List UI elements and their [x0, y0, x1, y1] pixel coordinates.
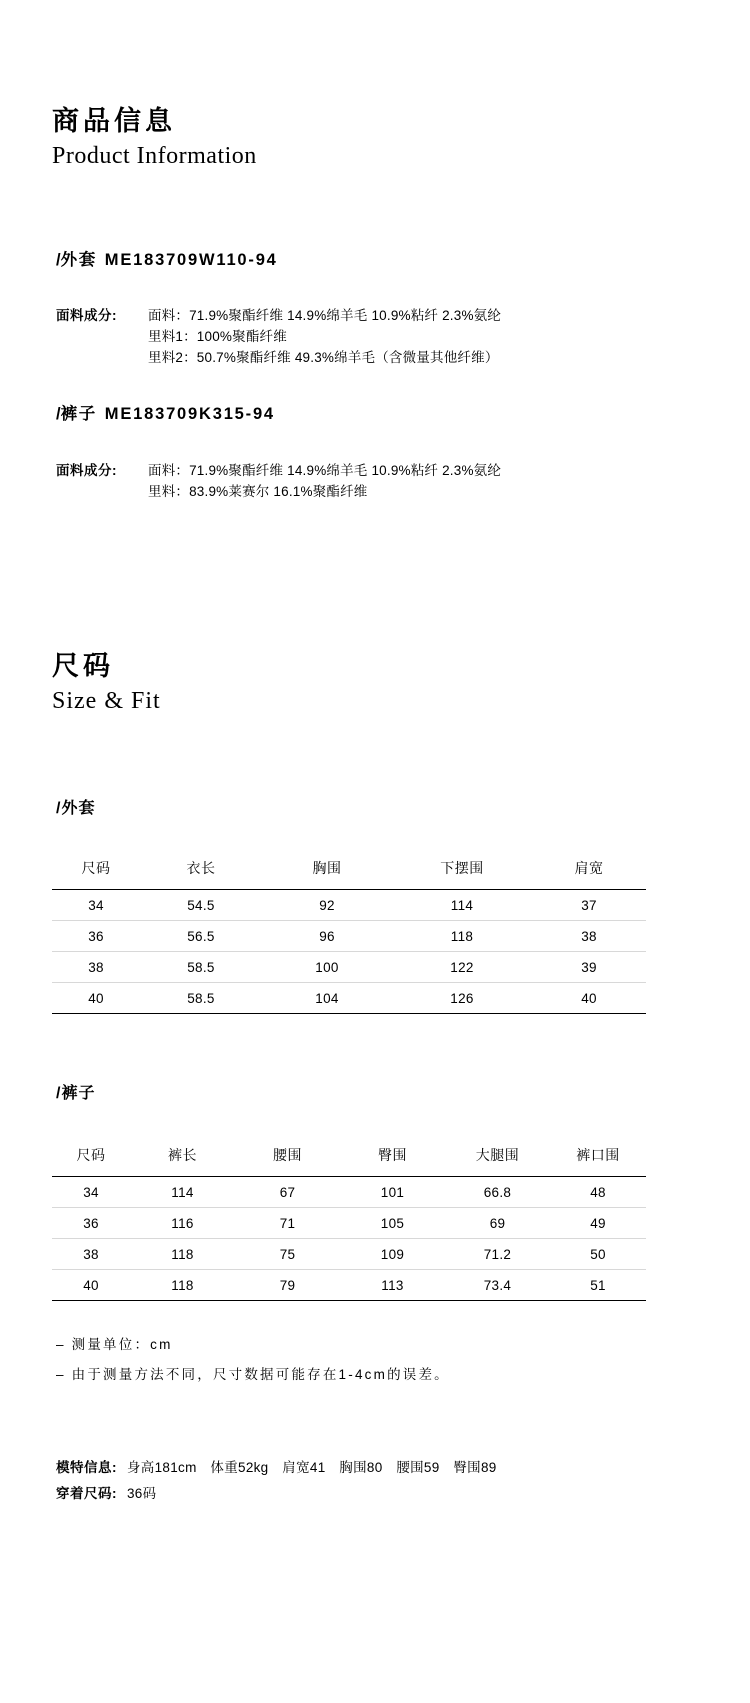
jacket-col-0: 尺码 [81, 860, 111, 876]
product-item-jacket-code: ME183709W110-94 [104, 251, 278, 269]
product-item-jacket-title [56, 246, 750, 270]
pants-spec-line-1: 面料：71.9%聚酯纤维 14.9%绵羊毛 10.9%粘纤 2.3%氨纶 [148, 463, 502, 478]
jacket-r1-c3: 118 [450, 929, 474, 944]
product-item-pants-code: ME183709K315-94 [104, 405, 275, 423]
product-information-heading-cn: 商品信息 [52, 106, 176, 136]
jacket-spec-line-1: 面料：71.9%聚酯纤维 14.9%绵羊毛 10.9%粘纤 2.3%氨纶 [148, 308, 502, 323]
pants-r0-c0: 34 [83, 1185, 99, 1200]
jacket-r0-c1: 54.5 [187, 898, 215, 913]
jacket-col-2: 胸围 [312, 860, 342, 876]
model-size-label: 穿着尺码: [56, 1486, 117, 1501]
jacket-r0-c4: 37 [581, 898, 597, 913]
pants-r3-c2: 79 [279, 1278, 296, 1293]
jacket-r1-c2: 96 [319, 929, 335, 944]
pants-r3-c3: 113 [381, 1278, 404, 1293]
jacket-spec-line-3: 里料2：50.7%聚酯纤维 49.3%绵羊毛（含微量其他纤维） [148, 350, 499, 365]
jacket-r3-c3: 126 [450, 991, 474, 1006]
jacket-r1-c0: 36 [88, 929, 104, 944]
jacket-size-block [0, 795, 750, 818]
jacket-r3-c0: 40 [88, 991, 104, 1006]
jacket-size-table [52, 858, 646, 1014]
jacket-r1-c4: 38 [581, 929, 597, 944]
jacket-r0-c0: 34 [88, 898, 104, 913]
table-row [52, 1239, 646, 1270]
pants-col-0: 尺码 [76, 1147, 106, 1163]
jacket-col-3: 下摆围 [440, 860, 484, 876]
pants-r2-c3: 109 [380, 1247, 405, 1262]
jacket-spec-line-2: 里料1：100%聚酯纤维 [148, 329, 287, 344]
measurement-note-unit: – 测量单位：cm [56, 1337, 173, 1352]
product-item-jacket-spec [0, 305, 750, 368]
jacket-size-title: /外套 [56, 800, 96, 817]
model-info-row [56, 1455, 750, 1481]
pants-r0-c1: 114 [171, 1185, 194, 1200]
pants-r3-c0: 40 [83, 1278, 99, 1293]
jacket-col-4: 肩宽 [574, 860, 604, 876]
pants-r1-c3: 105 [380, 1216, 405, 1231]
model-size-value: 36码 [127, 1486, 157, 1501]
jacket-r2-c3: 122 [450, 960, 474, 975]
pants-r2-c4: 71.2 [483, 1247, 512, 1262]
jacket-spec-label: 面料成分: [56, 308, 117, 323]
pants-col-1: 裤长 [168, 1147, 197, 1163]
size-fit-heading-cn: 尺码 [52, 651, 114, 681]
jacket-r2-c0: 38 [88, 960, 104, 975]
pants-size-block [0, 1080, 750, 1103]
pants-r1-c1: 116 [171, 1216, 194, 1231]
jacket-r2-c4: 39 [581, 960, 597, 975]
pants-r0-c2: 67 [279, 1185, 296, 1200]
pants-r0-c4: 66.8 [483, 1185, 512, 1200]
pants-r1-c2: 71 [279, 1216, 296, 1231]
pants-r3-c1: 118 [171, 1278, 194, 1293]
jacket-r3-c2: 104 [315, 991, 339, 1006]
product-item-pants [0, 400, 750, 424]
table-row [52, 890, 646, 921]
product-item-jacket-slash: / [56, 251, 61, 269]
pants-col-5: 裤口围 [576, 1147, 620, 1163]
product-information-heading-en: Product Information [52, 142, 257, 169]
product-item-jacket-name: 外套 [60, 251, 97, 269]
pants-r2-c0: 38 [83, 1247, 99, 1262]
table-row [52, 983, 646, 1014]
measurement-notes [0, 1330, 750, 1390]
pants-r2-c5: 50 [590, 1247, 606, 1262]
table-header-row [52, 1145, 646, 1177]
pants-spec-label: 面料成分: [56, 463, 117, 478]
jacket-r2-c1: 58.5 [187, 960, 215, 975]
pants-r0-c5: 48 [590, 1185, 606, 1200]
size-fit-section [0, 650, 750, 715]
product-information-section [0, 105, 750, 170]
jacket-col-1: 衣长 [186, 860, 216, 876]
pants-r0-c3: 101 [380, 1185, 405, 1200]
table-row [52, 952, 646, 983]
pants-size-title: /裤子 [56, 1085, 96, 1102]
pants-r2-c2: 75 [279, 1247, 296, 1262]
product-item-pants-slash: / [56, 405, 61, 423]
model-size-row [56, 1481, 750, 1507]
pants-r2-c1: 118 [171, 1247, 194, 1262]
pants-r1-c5: 49 [590, 1216, 606, 1231]
jacket-r1-c1: 56.5 [187, 929, 215, 944]
pants-size-table-wrap [0, 1145, 750, 1301]
pants-r3-c4: 73.4 [483, 1278, 512, 1293]
pants-spec-line-2: 里料：83.9%莱赛尔 16.1%聚酯纤维 [148, 484, 368, 499]
jacket-size-table-wrap [0, 858, 750, 1014]
jacket-r0-c2: 92 [319, 898, 335, 913]
table-row [52, 1208, 646, 1239]
jacket-spec-lines [148, 305, 501, 368]
pants-col-3: 臀围 [378, 1147, 407, 1163]
model-info-label: 模特信息: [56, 1460, 117, 1475]
jacket-r3-c1: 58.5 [187, 991, 215, 1006]
product-item-pants-title [56, 400, 750, 424]
pants-col-4: 大腿围 [475, 1147, 520, 1163]
product-item-jacket [0, 246, 750, 270]
model-information [0, 1455, 750, 1507]
product-item-pants-spec [0, 460, 750, 502]
table-row [52, 1177, 646, 1208]
measurement-note-tolerance: – 由于测量方法不同，尺寸数据可能存在1-4cm的误差。 [56, 1367, 450, 1382]
pants-r1-c4: 69 [489, 1216, 506, 1231]
table-row [52, 921, 646, 952]
table-header-row [52, 858, 646, 890]
jacket-r2-c2: 100 [315, 960, 339, 975]
product-item-pants-name: 裤子 [60, 405, 97, 423]
pants-col-2: 腰围 [273, 1147, 302, 1163]
jacket-r3-c4: 40 [581, 991, 597, 1006]
table-row [52, 1270, 646, 1301]
pants-size-table [52, 1145, 646, 1301]
pants-spec-lines [148, 460, 501, 502]
jacket-r0-c3: 114 [450, 898, 474, 913]
model-info-value: 身高181cm 体重52kg 肩宽41 胸围80 腰围59 臀围89 [127, 1460, 497, 1475]
size-fit-heading-en: Size & Fit [52, 687, 161, 714]
pants-r1-c0: 36 [83, 1216, 99, 1231]
pants-r3-c5: 51 [590, 1278, 606, 1293]
